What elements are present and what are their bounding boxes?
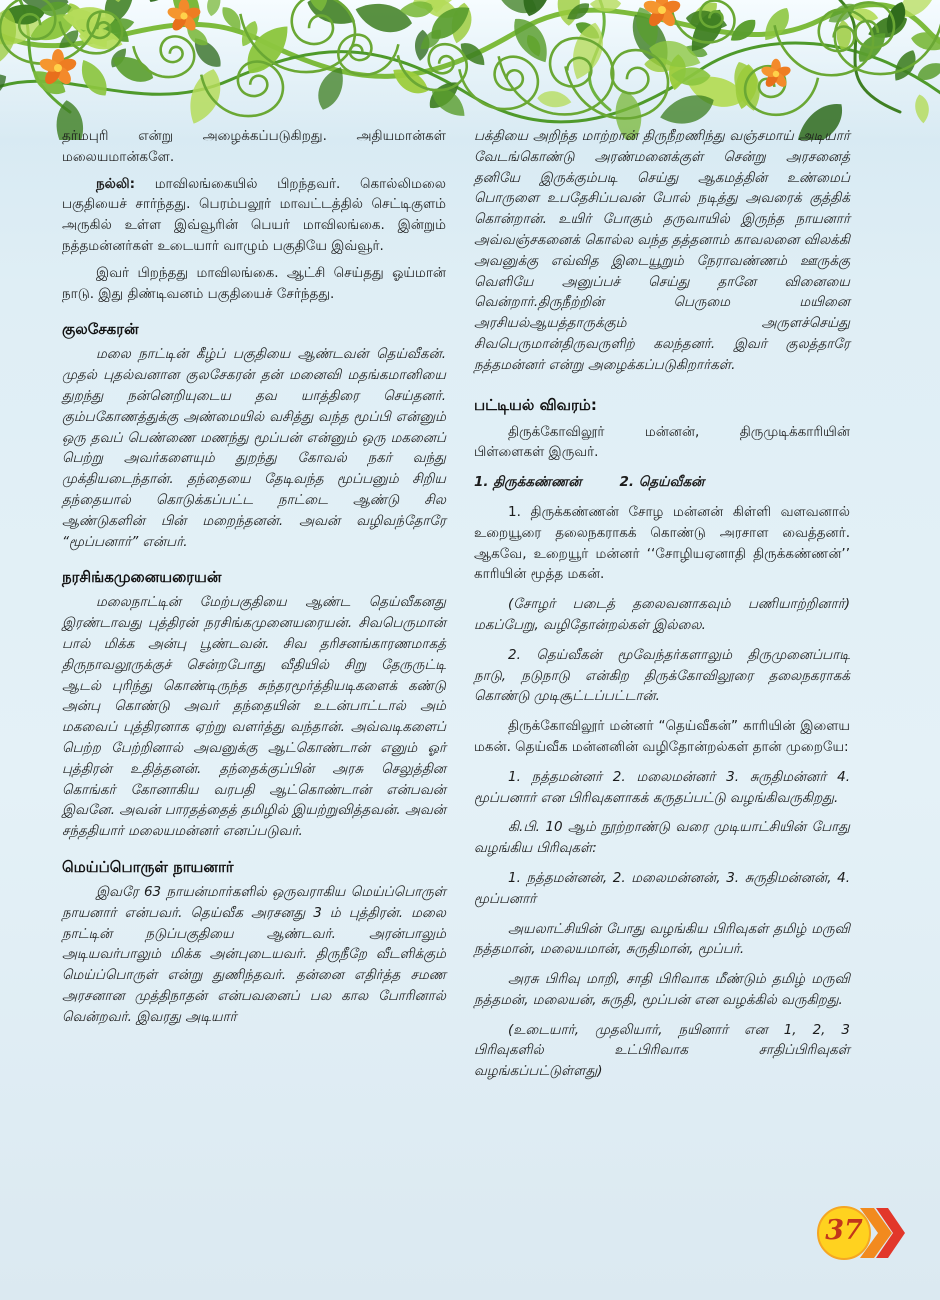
heading-kulasekaran: குலசேகரன்: [62, 320, 139, 339]
sons-list: [474, 472, 850, 493]
paragraph-subdivisions: (உடையார், முதலியார், நயினார் என 1, 2, 3 பிரிவுகளில் உட்பிரிவாக சாதிப்பிரிவுகள் வழங்கப்பட்டுள்ளது): [474, 1021, 850, 1080]
paragraph-kulasekaran: மலை நாட்டின் கீழ்ப் பகுதியை ஆண்டவன் தெய்வீகன். முதல் புதல்வனான குலசேகரன் தன் மனைவி மதங்கமானியை துறந்து நன்னெறியுடைய தவ யாத்திரை செய்தனர். கும்பகோணத்துக்கு அண்மையில் வசித்து வந்த மூப்பி என்னும் ஒரு தவப் பெண்ணை மணந்து மூப்பன் என்னும் ஒரு மகனைப் பெற்று அவர்களையும் துறந்து கோவல் நகர் வந்து முக்தியடைந்தான். தந்தையை தேடிவந்த மூப்பனும் சிறிய தந்தையால் கொடுக்கப்பட்ட நாட்டை ஆண்டு சில ஆண்டுகளின் பின் மறைந்தனன். அவன் வழிவந்தோரே “மூப்பனார்” என்பர்.: [62, 346, 446, 550]
floral-header-decoration: [0, 0, 940, 140]
paragraph-chola-commander: (சோழர் படைத் தலைவனாகவும் பணியாற்றினார்) மகப்பேறு, வழிதோன்றல்கள் இல்லை.: [474, 596, 850, 633]
paragraph-caste-divisions: அரசு பிரிவு மாறி, சாதி பிரிவாக மீண்டும் தமிழ் மருவி நத்தமன், மலையன், சுருதி, மூப்பன் என வழக்கில் வருகிறது.: [474, 971, 850, 1008]
right-column: [474, 126, 850, 1091]
son-2: 2. தெய்வீகன்: [619, 474, 705, 491]
paragraph-narasinga: மலைநாட்டின் மேற்பகுதியை ஆண்ட தெய்வீகனது இரண்டாவது புத்திரன் நரசிங்கமுனையரையன். சிவபெருமான் பால் மிக்க அன்பு பூண்டவன். சிவ தரிசனங்காரணமாகத் திருநாவலூருக்குச் சென்றபோது வீதியில் சிறு தேருருட்டி ஆடல் புரிந்து கொண்டிருந்த சுந்தரமூர்த்தியடிகளைக் கண்டு அன்பு கொண்டு அவர் தந்தையின் உடன்பாட்டால் அம் மகவைப் புத்திரனாக ஏற்று வளர்த்து வந்தான். அவ்வடிகளைப் பெற்ற பேற்றினால் அவனுக்கு ஆட்கொண்டான் எனும் ஓர் புத்திரன் உதித்தனன். தந்தைக்குப்பின் அரசு செலுத்தின கொங்கர் கோனாகிய வரபதி ஆட்கொண்டான் என்பவன் இவனே. அவன் பாரதத்தைத் தமிழில் இயற்றுவித்தவன். அவன் சந்ததியார் மலையமன்னர் எனப்படுவர்.: [62, 594, 446, 840]
paragraph-list-intro: திருக்கோவிலூர் மன்னன், திருமுடிக்காரியின் பிள்ளைகள் இருவர்.: [474, 423, 850, 461]
heading-narasinga: நரசிங்கமுனையரையன்: [62, 568, 222, 587]
paragraph-birthplace: இவர் பிறந்தது மாவிலங்கை. ஆட்சி செய்தது ஓய்மான் நாடு. இது திண்டிவனம் பகுதியைச் சேர்ந்தது.: [62, 264, 446, 302]
paragraph-younger-son: திருக்கோவிலூர் மன்னர் “தெய்வீகன்” காரியின் இளைய மகன். தெய்வீக மன்னனின் வழிதோன்றல்கள் தான் முறையே:: [474, 718, 850, 755]
paragraph-meiporul: இவரே 63 நாயன்மார்களில் ஒருவராகிய மெய்ப்பொருள் நாயனார் என்பவர். தெய்வீக அரசனது 3 ம் புத்திரன். மலை நாட்டின் நடுப்பகுதியை ஆண்டவர். அரன்பாலும் அடியவர்பாலும் மிக்க அன்புடையவர். திருநீறே வீடளிக்கும் மெய்ப்பொருள் என்று துணிந்தவர். தன்னை எதிர்த்த சமண அரசனான முத்திநாதன் என்பவனைப் பல கால போரினால் வென்றவர். இவரது அடியார்: [62, 883, 446, 1025]
paragraph-deiveegan: 2. தெய்வீகன் மூவேந்தர்களாலும் திருமுனைப்பாடி நாடு, நடுநாடு என்கிற திருக்கோவிலூரை தலைநகராகக் கொண்டு முடிசூட்டப்பட்டான்.: [474, 646, 850, 705]
paragraph-dharmapuri: தர்மபுரி என்று அழைக்கப்படுகிறது. அதியமான்கள் மலையமான்களே.: [62, 128, 446, 165]
paragraph-meiporul-continued: பக்தியை அறிந்த மாற்றான் திருநீறணிந்து வஞ்சமாய் அடியார் வேடங்கொண்டு அரண்மனைக்குள் சென்று அரசனைத் தனியே இருக்கும்படி செய்து ஆகமத்தின் உண்மைப் பொருளை உபதேசிப்பவன் போல் நடித்து அவரைக் குத்திக் கொன்றான். உயிர் போகும் தருவாயில் இருந்த நாயனார் அவ்வஞ்சகனைக் கொல்ல வந்த தத்தனாம் காவலனை விலக்கி அவனுக்கு எவ்வித இடையூறும் நேராவண்ணம் ஊருக்கு வெளியே அனுப்பச் செய்து தானே வினையை வென்றார்.திருநீற்றின் பெருமை மயினை அரசியல்ஆயத்தாருக்கும் அருளச்செய்து சிவபெருமான்திருவருளிற் கலந்தனர். இவர் குலத்தாரே நத்தமன்னர் என்று அழைக்கப்படுகிறார்கள்.: [474, 128, 850, 373]
heading-meiporul: மெய்ப்பொருள் நாயனார்: [62, 857, 234, 876]
nalli-paragraph: [62, 174, 446, 257]
son-1: 1. திருக்கண்ணன்: [474, 474, 582, 491]
nalli-label: நல்லி:: [96, 175, 136, 192]
paragraph-monarchy-divisions: 1. நத்தமன்னன், 2. மலைமன்னன், 3. சுருதிமன்னன், 4. மூப்பனார்: [474, 869, 850, 907]
page-number: 37: [825, 1215, 863, 1246]
paragraph-foreign-rule: அயலாட்சியின் போது வழங்கிய பிரிவுகள் தமிழ் மருவி நத்தமான், மலையமான், சுருதிமான், மூப்பர்.: [474, 920, 850, 958]
nalli-text: மாவிலங்கையில் பிறந்தவர். கொல்லிமலை பகுதியைச் சார்ந்தது. பெரம்பலூர் மாவட்டத்தில் செட்டிகுளம் அருகில் உள்ள இவ்வூரின் பெயர் மாவிலங்கை. இன்றும் நத்தமன்னர்கள் உடையார் வாழும் பகுதியே இவ்வூர்.: [62, 175, 446, 254]
paragraph-divisions: 1. நத்தமன்னர் 2. மலைமன்னர் 3. சுருதிமன்னர் 4. மூப்பனார் என பிரிவுகளாகக் கருதப்பட்டு வழங்கிவருகிறது.: [474, 768, 850, 806]
paragraph-10th-century: கி.பி. 10 ஆம் நூற்றாண்டு வரை முடியாட்சியின் போது வழங்கிய பிரிவுகள்:: [474, 819, 850, 857]
left-column: [62, 126, 446, 1033]
paragraph-thirukannan: 1. திருக்கண்ணன் சோழ மன்னன் கிள்ளி வளவனால் உறையூரை தலைநகராகக் கொண்டு அரசாள வைத்தனர். ஆகவே, உறையூர் மன்னர் ‘‘சோழியஏனாதி திருக்கண்ணன்’’ காரியின் மூத்த மகன்.: [474, 503, 850, 583]
heading-list-details: பட்டியல் விவரம்:: [474, 395, 597, 414]
